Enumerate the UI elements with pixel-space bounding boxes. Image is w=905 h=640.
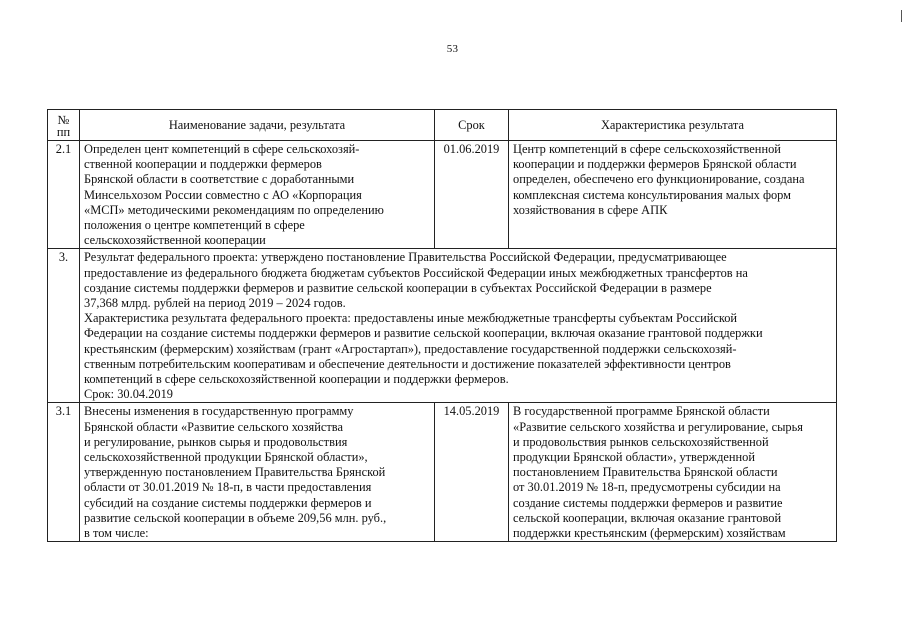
text-line: определен, обеспечено его функционирование, создана xyxy=(513,172,805,187)
text-line: 37,368 млрд. рублей на период 2019 – 2024 годов. xyxy=(84,296,346,311)
text-line: утвержденную постановлением Правительства Брянской xyxy=(84,465,386,480)
text-line: Характеристика результата федерального проекта: предоставлены иные межбюджетные трансферты субъектам Российской xyxy=(84,311,738,326)
header-task-name: Наименование задачи, результата xyxy=(80,110,435,141)
text-line: в том числе: xyxy=(84,526,149,541)
text-line: ственной кооперации и поддержки фермеров xyxy=(84,157,322,172)
text-line: создание системы поддержки фермеров и развитие сельской кооперации в субъектах Российской Федерации в размере xyxy=(84,280,712,295)
row-number: 3.1 xyxy=(48,403,80,542)
text-line: области от 30.01.2019 № 18-п, в части предоставления xyxy=(84,480,372,495)
scan-edge-mark xyxy=(901,10,902,22)
text-line: от 30.01.2019 № 18-п, предусмотрены субсидии на xyxy=(513,480,781,495)
text-line: развитие сельской кооперации в объеме 209,56 млн. руб., xyxy=(84,510,387,525)
text-line: В государственной программе Брянской области xyxy=(513,404,770,419)
row-number: 3. xyxy=(48,249,80,403)
task-name-cell xyxy=(80,141,435,249)
text-line: «Развитие сельского хозяйства и регулирование, сырья xyxy=(513,419,803,434)
text-line: сельскохозяйственной продукции Брянской области», xyxy=(84,450,368,465)
table-row xyxy=(48,403,837,542)
text-line: субсидий на создание системы поддержки фермеров и xyxy=(84,495,372,510)
text-line: Федерации на создание системы поддержки фермеров и развитие сельской кооперации, включая оказание грантовой поддержки xyxy=(84,326,763,341)
table-row xyxy=(48,249,837,403)
text-line: Центр компетенций в сфере сельскохозяйственной xyxy=(513,142,781,156)
text-line: и регулирование, рынков сырья и продовольствия xyxy=(84,434,348,449)
table-row xyxy=(48,141,837,249)
text-line: Внесены изменения в государственную программу xyxy=(84,404,354,419)
text-line: Брянской области «Развитие сельского хозяйства xyxy=(84,419,343,434)
text-line: сельской кооперации, включая оказание грантовой xyxy=(513,510,782,525)
text-line: поддержки крестьянским (фермерским) хозяйствам xyxy=(513,526,786,541)
text-line: положения о центре компетенций в сфере xyxy=(84,218,305,233)
text-line: кооперации и поддержки фермеров Брянской области xyxy=(513,157,797,172)
result-cell xyxy=(509,141,837,249)
table-header-row xyxy=(48,110,837,141)
header-deadline: Срок xyxy=(435,110,509,141)
result-cell xyxy=(509,403,837,542)
text-line: Срок: 30.04.2019 xyxy=(84,387,173,402)
text-line: Определен цент компетенций в сфере сельскохозяй- xyxy=(84,142,360,156)
text-line: Брянской области в соответствие с доработанными xyxy=(84,172,355,187)
text-line: комплексная система консультирования малых форм xyxy=(513,187,792,202)
deadline-cell: 01.06.2019 xyxy=(435,141,509,249)
results-table xyxy=(47,109,837,542)
text-line: № xyxy=(57,112,70,127)
text-line: крестьянским (фермерским) хозяйствам (грант «Агростартап»), предоставление государственной поддержки сельскохозяй- xyxy=(84,341,737,356)
text-line: хозяйствования в сфере АПК xyxy=(513,202,668,217)
page-number: 53 xyxy=(446,43,459,55)
text-line: пп xyxy=(56,124,71,139)
text-line: Минсельхозом России совместно с АО «Корпорация xyxy=(84,187,362,202)
text-line: и продовольствия рынков сельскохозяйственной xyxy=(513,434,769,449)
text-line: Результат федерального проекта: утверждено постановление Правительства Российской Федерации, предусматривающее xyxy=(84,250,727,265)
header-number xyxy=(48,110,80,141)
text-line: сельскохозяйственной кооперации xyxy=(84,233,266,248)
task-name-cell xyxy=(80,403,435,542)
text-line: постановлением Правительства Брянской области xyxy=(513,465,778,480)
federal-project-result-cell xyxy=(80,249,837,403)
text-line: создание системы поддержки фермеров и развитие xyxy=(513,495,783,510)
text-line: ственным потребительским кооперативам и обеспечение деятельности и достижение показателей эффективности центров xyxy=(84,356,731,371)
text-line: продукции Брянской области», утвержденной xyxy=(513,450,755,465)
text-line: предоставление из федерального бюджета бюджетам субъектов Российской Федерации иных межбюджетных трансфертов на xyxy=(84,265,748,280)
deadline-cell: 14.05.2019 xyxy=(435,403,509,542)
row-number: 2.1 xyxy=(48,141,80,249)
header-result-characteristic: Характеристика результата xyxy=(509,110,837,141)
text-line: компетенций в сфере сельскохозяйственной кооперации и поддержки фермеров. xyxy=(84,372,509,387)
text-line: «МСП» методическими рекомендациям по определению xyxy=(84,202,384,217)
